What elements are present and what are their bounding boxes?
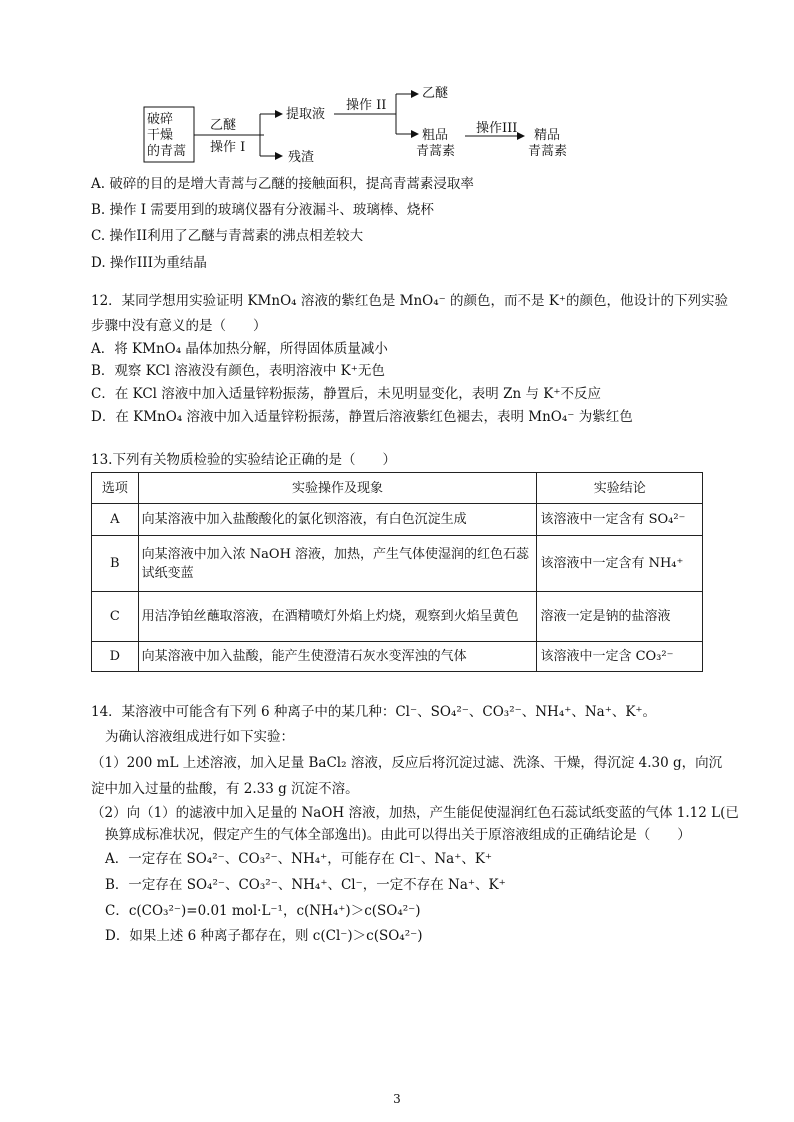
op1-label: 操作 I (210, 140, 246, 155)
q11-option-c: C. 操作II利用了乙醚与青蒿素的沸点相差较大 (91, 228, 364, 244)
q13-stem: 13.下列有关物质检验的实验结论正确的是（ ） (91, 452, 396, 468)
row-option: D (92, 642, 139, 672)
q14-option-d: D．如果上述 6 种离子都存在，则 c(Cl⁻)＞c(SO₄²⁻) (105, 928, 423, 944)
op2-label: 操作 II (346, 98, 387, 113)
row-operation: 向某溶液中加入盐酸酸化的氯化钡溶液，有白色沉淀生成 (138, 504, 537, 536)
row-option: C (92, 592, 139, 642)
row-option: A (92, 504, 139, 536)
fine-label-2: 青蒿素 (528, 144, 568, 159)
ether-label: 乙醚 (422, 86, 449, 101)
q12-stem-line-1: 12．某同学想用实验证明 KMnO₄ 溶液的紫红色是 MnO₄⁻ 的颜色，而不是 K⁺的颜色，他设计的下列实验 (91, 293, 729, 309)
row-operation: 向某溶液中加入浓 NaOH 溶液，加热，产生气体使湿润的红色石蕊试纸变蓝 (138, 536, 537, 592)
header-option: 选项 (92, 473, 139, 504)
residue-label: 残渣 (288, 150, 315, 165)
table-row (92, 592, 703, 642)
start-box-line-1: 破碎 (147, 112, 174, 127)
q14-stem-line-2: 为确认溶液组成进行如下实验： (105, 729, 294, 745)
q12-option-c: C．在 KCl 溶液中加入适量锌粉振荡，静置后，未见明显变化，表明 Zn 与 K⁺不反应 (91, 386, 601, 402)
extract-label: 提取液 (286, 107, 326, 122)
page-number: 3 (393, 1092, 401, 1106)
q12-option-b: B．观察 KCl 溶液没有颜色，表明溶液中 K⁺无色 (91, 363, 385, 379)
table-row (92, 642, 703, 672)
start-box-line-3: 的青蒿 (147, 144, 187, 159)
op3-label: 操作III (476, 121, 518, 136)
q14-step2-line-2: 换算成标准状况，假定产生的气体全部逸出)。由此可以得出关于原溶液组成的正确结论是（ ） (105, 827, 691, 843)
header-conclusion: 实验结论 (537, 473, 703, 504)
fine-label-1: 精品 (534, 128, 561, 143)
row-operation: 用洁净铂丝蘸取溶液，在酒精喷灯外焰上灼烧，观察到火焰呈黄色 (138, 592, 537, 642)
q12-stem-line-2: 步骤中没有意义的是（ ） (91, 318, 267, 334)
row-conclusion: 该溶液中一定含有 SO₄²⁻ (537, 504, 703, 536)
q12-option-a: A．将 KMnO₄ 晶体加热分解，所得固体质量减小 (91, 341, 388, 357)
q13-table (91, 472, 703, 672)
table-header-row (92, 473, 703, 504)
crude-label-1: 粗品 (422, 128, 449, 143)
row-operation: 向某溶液中加入盐酸，能产生使澄清石灰水变浑浊的气体 (138, 642, 537, 672)
q11-option-a: A. 破碎的目的是增大青蒿与乙醚的接触面积，提高青蒿素浸取率 (91, 176, 474, 192)
row-option: B (92, 536, 139, 592)
table-row (92, 536, 703, 592)
q11-option-b: B. 操作 I 需要用到的玻璃仪器有分液漏斗、玻璃棒、烧杯 (91, 202, 434, 218)
row-conclusion: 该溶液中一定含 CO₃²⁻ (537, 642, 703, 672)
reagent-label: 乙醚 (210, 118, 237, 133)
q14-stem-line-1: 14．某溶液中可能含有下列 6 种离子中的某几种：Cl⁻、SO₄²⁻、CO₃²⁻、NH₄⁺、Na⁺、K⁺。 (91, 704, 657, 720)
header-operation: 实验操作及现象 (138, 473, 537, 504)
q12-option-d: D．在 KMnO₄ 溶液中加入适量锌粉振荡，静置后溶液紫红色褪去，表明 MnO₄⁻ 为紫红色 (91, 409, 633, 425)
q14-option-a: A．一定存在 SO₄²⁻、CO₃²⁻、NH₄⁺，可能存在 Cl⁻、Na⁺、K⁺ (105, 851, 493, 867)
q14-option-b: B．一定存在 SO₄²⁻、CO₃²⁻、NH₄⁺、Cl⁻，一定不存在 Na⁺、K⁺ (105, 877, 506, 893)
crude-label-2: 青蒿素 (416, 144, 456, 159)
row-conclusion: 溶液一定是钠的盐溶液 (537, 592, 703, 642)
q11-option-d: D. 操作III为重结晶 (91, 255, 207, 271)
q14-step1-line-1: （1）200 mL 上述溶液，加入足量 BaCl₂ 溶液，反应后将沉淀过滤、洗涤、干燥，得沉淀 4.30 g，向沉 (91, 755, 723, 771)
row-conclusion: 该溶液中一定含有 NH₄⁺ (537, 536, 703, 592)
start-box-line-2: 干燥 (147, 128, 174, 143)
q14-step2-line-1: （2）向（1）的滤液中加入足量的 NaOH 溶液，加热，产生能促使湿润红色石蕊试纸变蓝的气体 1.12 L(已 (91, 805, 739, 821)
q14-option-c: C．c(CO₃²⁻)=0.01 mol·L⁻¹，c(NH₄⁺)＞c(SO₄²⁻) (105, 903, 421, 919)
q14-step1-line-2: 淀中加入过量的盐酸，有 2.33 g 沉淀不溶。 (91, 781, 359, 797)
table-row (92, 504, 703, 536)
